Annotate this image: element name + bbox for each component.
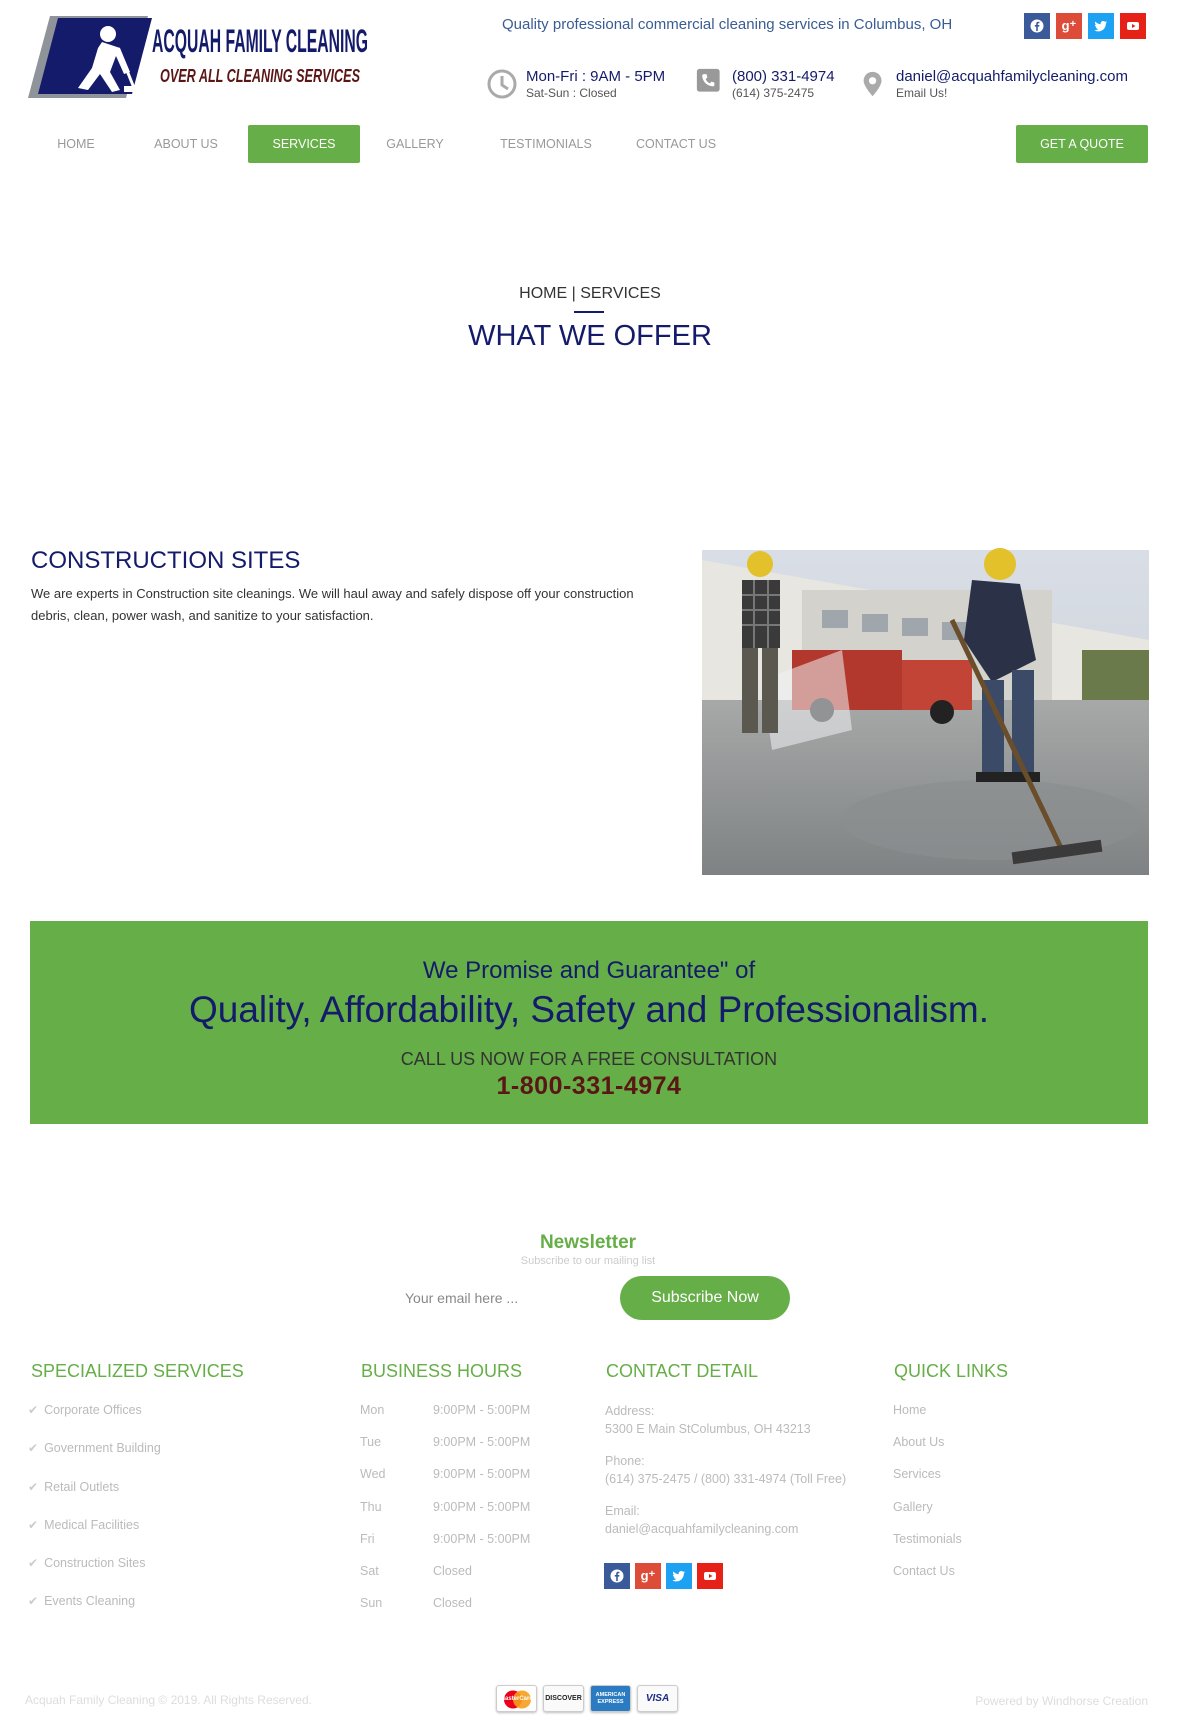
nav-home[interactable]: HOME xyxy=(57,137,95,151)
quick-link-gallery[interactable]: Gallery xyxy=(893,1499,933,1514)
amex-icon: AMERICAN EXPRESS xyxy=(590,1685,631,1712)
construction-photo xyxy=(702,550,1149,875)
quick-link-about-us[interactable]: About Us xyxy=(893,1435,945,1450)
section-title: CONSTRUCTION SITES xyxy=(31,547,301,574)
check-icon: ✔ xyxy=(28,1403,39,1417)
twitter-icon[interactable] xyxy=(666,1563,692,1589)
footer-contact-title: CONTACT DETAIL xyxy=(606,1361,759,1381)
phone-icon xyxy=(696,68,724,96)
address-label: Address: xyxy=(605,1404,655,1418)
service-label: Corporate Offices xyxy=(44,1403,142,1417)
list-item[interactable] xyxy=(28,1594,161,1632)
service-label: Medical Facilities xyxy=(44,1517,140,1532)
logo-line1: ACQUAH FAMILY CLEANING xyxy=(152,23,368,59)
email-value[interactable]: daniel@acquahfamilycleaning.com xyxy=(605,1522,799,1536)
hours-row xyxy=(360,1467,530,1499)
google-plus-icon[interactable]: g⁺ xyxy=(635,1563,661,1589)
hours-day: Sat xyxy=(360,1563,379,1578)
footer-hours-list xyxy=(360,1403,530,1628)
hours-time: Closed xyxy=(433,1563,472,1578)
twitter-icon[interactable] xyxy=(1088,13,1114,39)
youtube-icon[interactable] xyxy=(1120,13,1146,39)
hours-time: 9:00PM - 5:00PM xyxy=(433,1403,531,1417)
service-label: Government Building xyxy=(44,1441,161,1456)
hours-day: Thu xyxy=(360,1499,382,1514)
promise-line2: Quality, Affordability, Safety and Professionalism. xyxy=(189,989,989,1030)
email-label: Email: xyxy=(605,1504,640,1518)
list-item[interactable] xyxy=(28,1441,161,1479)
nav-services[interactable]: SERVICES xyxy=(248,125,360,163)
hours-row xyxy=(360,1435,530,1467)
map-pin-icon xyxy=(862,68,888,100)
facebook-icon[interactable] xyxy=(1024,13,1050,39)
title-divider xyxy=(574,311,604,313)
discover-icon: DISCOVER xyxy=(543,1685,584,1712)
youtube-icon[interactable] xyxy=(697,1563,723,1589)
service-label: Construction Sites xyxy=(44,1556,146,1571)
phone-label: Phone: xyxy=(605,1454,645,1468)
newsletter-subtitle: Subscribe to our mailing list xyxy=(520,1255,656,1267)
hours-day: Mon xyxy=(360,1403,385,1417)
hours-time: 9:00PM - 5:00PM xyxy=(433,1435,531,1450)
newsletter-email-input[interactable] xyxy=(405,1277,615,1319)
mastercard-icon xyxy=(496,1685,537,1712)
site-logo[interactable] xyxy=(28,14,383,100)
hours-sub: Sat-Sun : Closed xyxy=(526,86,617,100)
footer-hours-title: BUSINESS HOURS xyxy=(361,1361,523,1381)
facebook-icon[interactable] xyxy=(604,1563,630,1589)
section-text: We are experts in Construction site cleanings. We will haul away and safely dispose off your construction debris, clean, power wash, and sanitize to your satisfaction. xyxy=(31,586,634,623)
hours-day: Fri xyxy=(360,1531,375,1546)
footer-links-title: QUICK LINKS xyxy=(894,1361,1009,1381)
hours-day: Sun xyxy=(360,1596,383,1611)
hours-row xyxy=(360,1564,530,1596)
phone-value[interactable]: (614) 375-2475 / (800) 331-4974 (Toll Free) xyxy=(605,1472,847,1486)
hours-time: Closed xyxy=(433,1596,472,1611)
hours-day: Wed xyxy=(360,1467,386,1482)
clock-icon xyxy=(486,68,518,100)
hours-day: Tue xyxy=(360,1435,382,1450)
header-phone xyxy=(696,68,835,101)
google-plus-icon[interactable]: g⁺ xyxy=(1056,13,1082,39)
email-main[interactable]: daniel@acquahfamilycleaning.com xyxy=(896,68,1129,85)
hours-row xyxy=(360,1596,530,1628)
breadcrumb: HOME | SERVICES xyxy=(519,285,661,302)
promise-phone[interactable]: 1-800-331-4974 xyxy=(496,1072,682,1100)
footer-quick-links xyxy=(893,1403,962,1596)
logo-line2: OVER ALL CLEANING SERVICES xyxy=(160,66,360,86)
footer-services-title: SPECIALIZED SERVICES xyxy=(31,1361,244,1381)
promise-line1: We Promise and Guarantee" of xyxy=(422,957,756,984)
newsletter-title: Newsletter xyxy=(539,1232,637,1253)
hours-time: 9:00PM - 5:00PM xyxy=(433,1499,531,1514)
nav-testimonials[interactable]: TESTIMONIALS xyxy=(500,137,592,151)
quick-link-services[interactable]: Services xyxy=(893,1467,941,1482)
address-value: 5300 E Main StColumbus, OH 43213 xyxy=(605,1422,811,1436)
promise-line3: CALL US NOW FOR A FREE CONSULTATION xyxy=(400,1049,778,1069)
check-icon: ✔ xyxy=(28,1441,39,1456)
service-label: Events Cleaning xyxy=(44,1594,136,1609)
footer-contact-detail xyxy=(605,1402,885,1552)
list-item[interactable] xyxy=(28,1403,161,1441)
email-sub[interactable]: Email Us! xyxy=(896,86,948,100)
footer-services-list xyxy=(28,1403,161,1633)
promise-banner xyxy=(30,921,1148,1124)
powered-by[interactable]: Powered by Windhorse Creation xyxy=(975,1694,1148,1708)
list-item[interactable] xyxy=(28,1518,161,1556)
hours-row xyxy=(360,1532,530,1564)
check-icon: ✔ xyxy=(28,1594,39,1609)
check-icon: ✔ xyxy=(28,1517,39,1532)
phone-sub[interactable]: (614) 375-2475 xyxy=(732,86,815,100)
header-social xyxy=(1024,13,1146,39)
hours-row xyxy=(360,1500,530,1532)
quick-link-home[interactable]: Home xyxy=(893,1403,927,1417)
nav-about-us[interactable]: ABOUT US xyxy=(154,137,218,151)
payment-cards xyxy=(496,1685,678,1712)
list-item[interactable] xyxy=(28,1556,161,1594)
service-label: Retail Outlets xyxy=(44,1479,120,1494)
header-tagline: Quality professional commercial cleaning services in Columbus, OH xyxy=(502,16,953,33)
check-icon: ✔ xyxy=(28,1479,39,1494)
visa-icon: VISA xyxy=(637,1685,678,1712)
get-a-quote-button[interactable]: GET A QUOTE xyxy=(1016,125,1148,163)
footer-social xyxy=(604,1563,723,1589)
hours-time: 9:00PM - 5:00PM xyxy=(433,1531,531,1546)
hours-main: Mon-Fri : 9AM - 5PM xyxy=(526,68,666,85)
nav-gallery[interactable]: GALLERY xyxy=(386,137,444,151)
header-email xyxy=(862,68,1128,101)
hours-time: 9:00PM - 5:00PM xyxy=(433,1467,531,1482)
list-item[interactable] xyxy=(28,1480,161,1518)
header-hours xyxy=(486,68,665,101)
copyright: Acquah Family Cleaning © 2019. All Rights Reserved. xyxy=(25,1693,312,1707)
quick-link-testimonials[interactable]: Testimonials xyxy=(893,1531,962,1546)
nav-contact-us[interactable]: CONTACT US xyxy=(635,137,717,151)
main-nav xyxy=(28,125,730,163)
phone-main[interactable]: (800) 331-4974 xyxy=(732,68,835,85)
page-title: WHAT WE OFFER xyxy=(468,320,712,352)
quick-link-contact-us[interactable]: Contact Us xyxy=(893,1563,955,1578)
hours-row xyxy=(360,1403,530,1435)
subscribe-button[interactable]: Subscribe Now xyxy=(620,1276,790,1320)
check-icon: ✔ xyxy=(28,1556,39,1571)
mastercard-label: MasterCard xyxy=(499,1695,533,1702)
